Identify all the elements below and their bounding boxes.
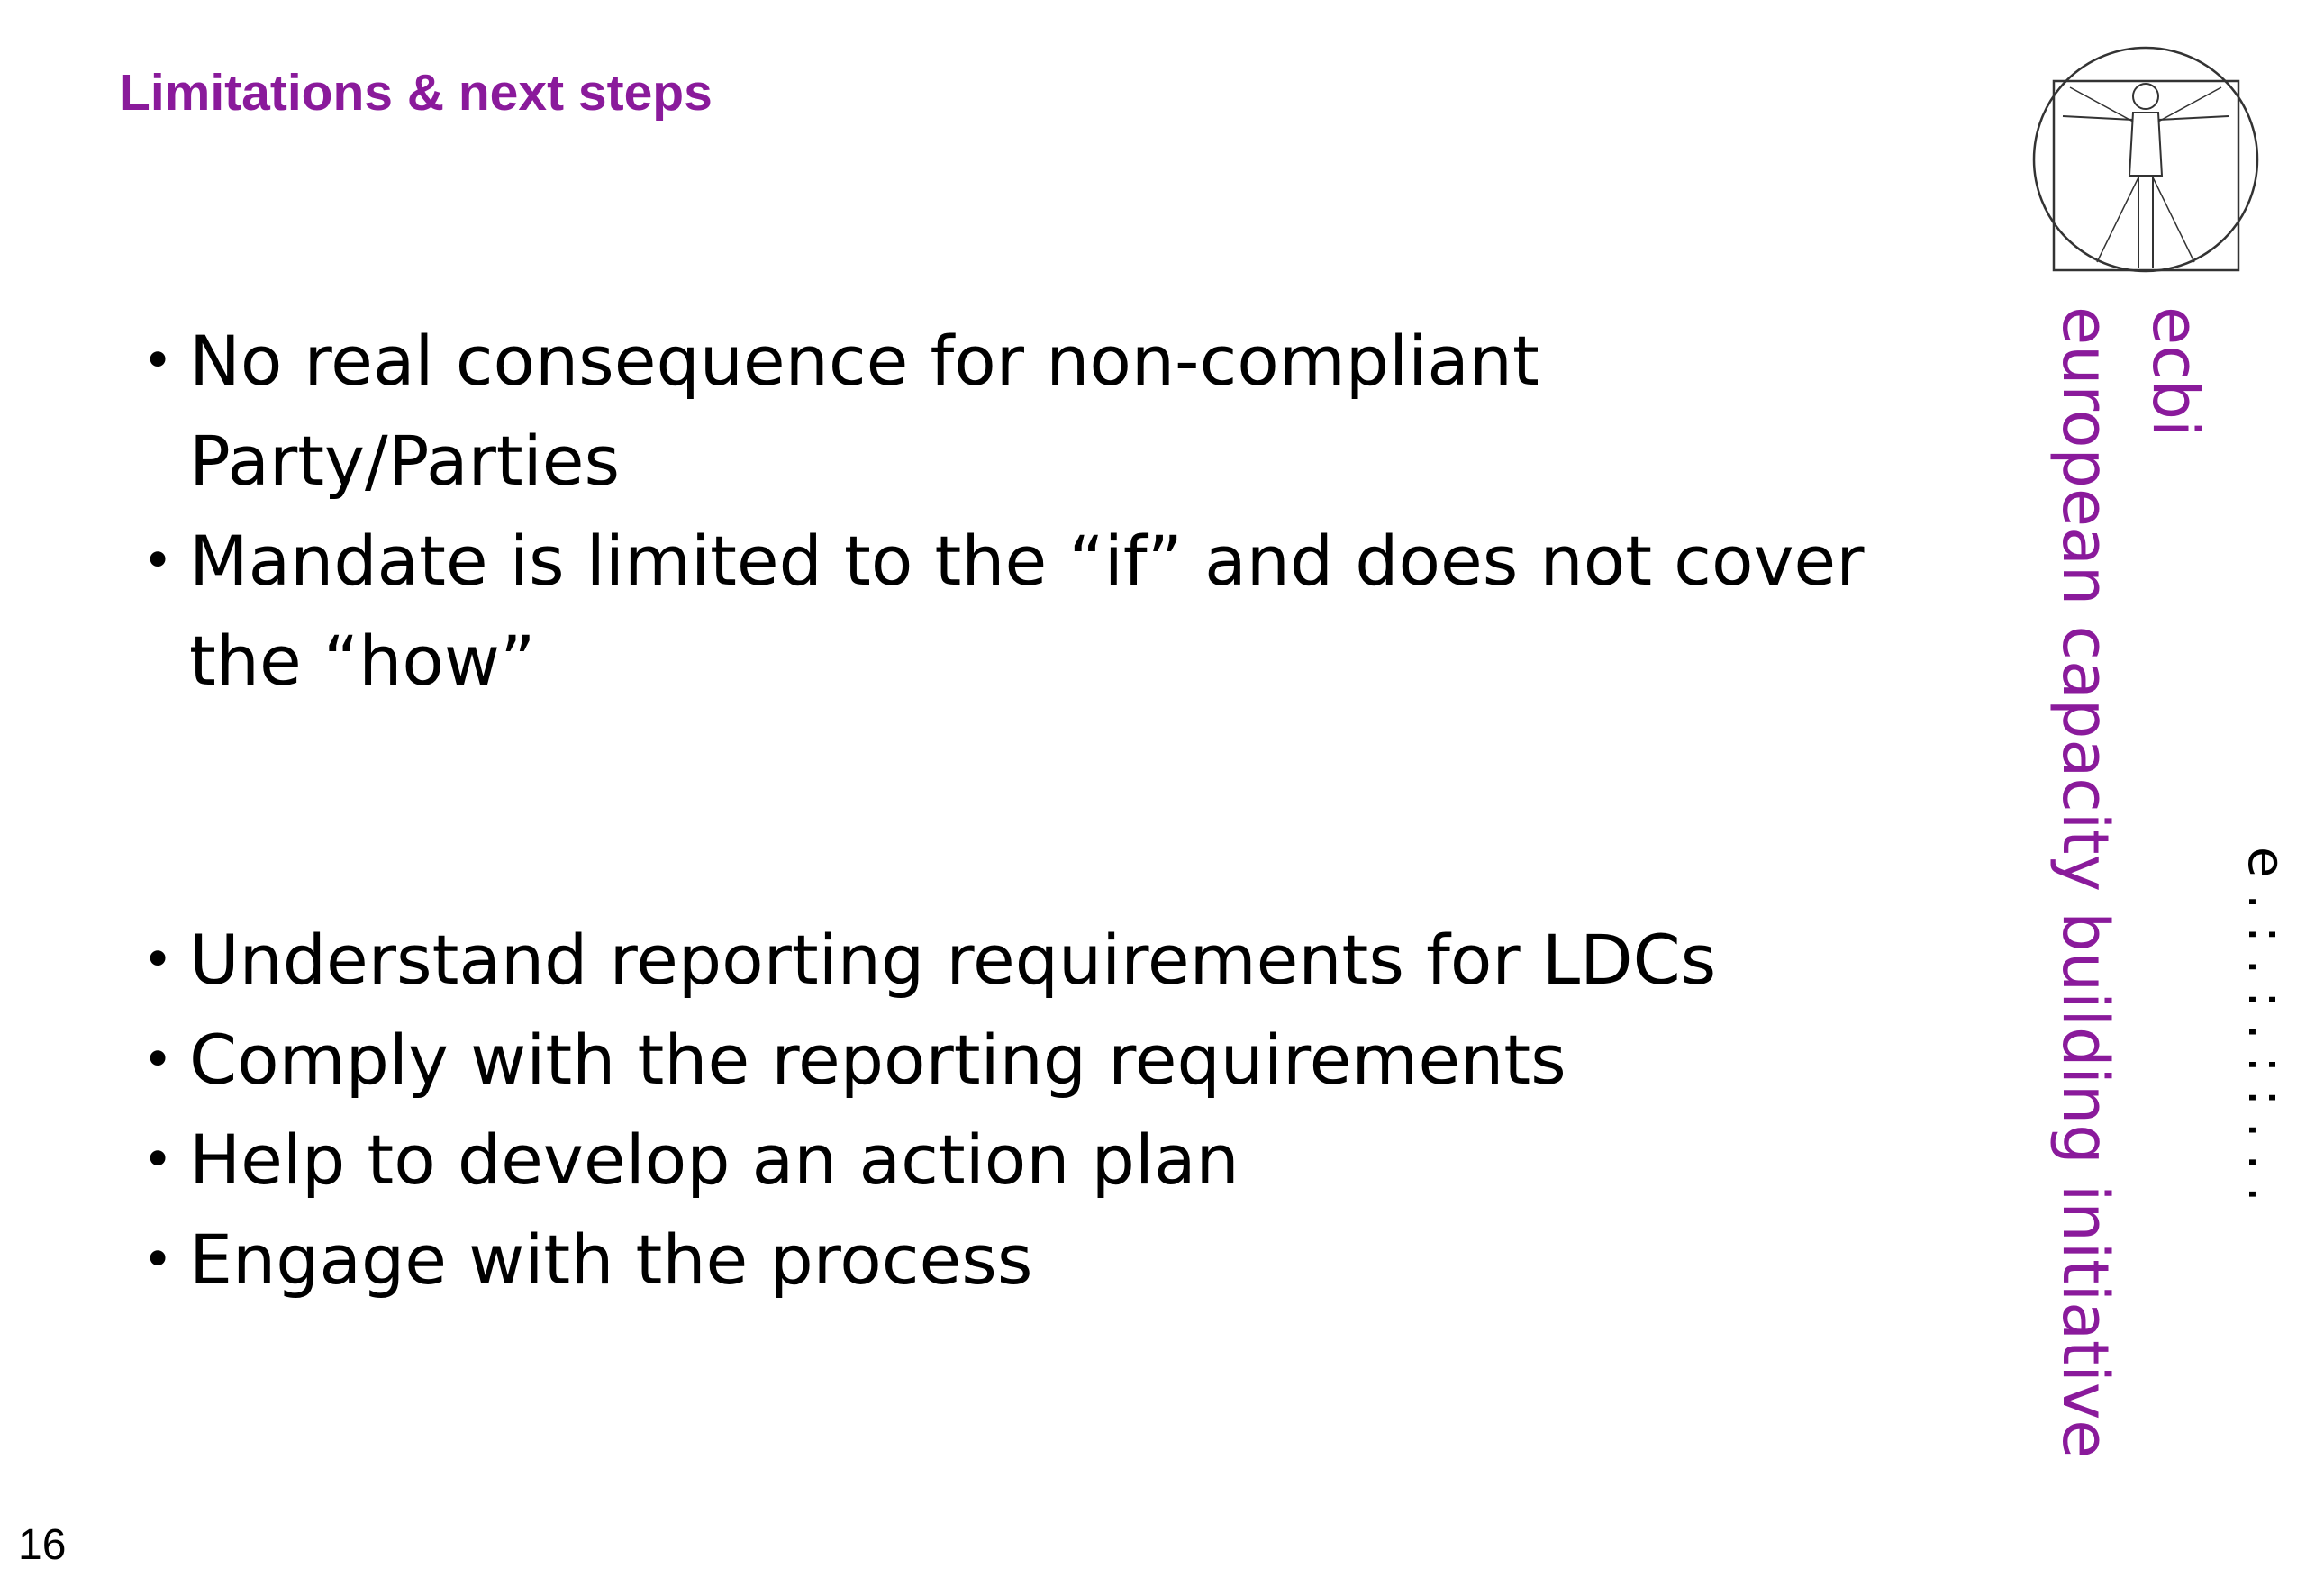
- list-item-text: Help to develop an action plan: [189, 1120, 1239, 1200]
- bullet-icon: •: [142, 1029, 174, 1090]
- slide-title: Limitations & next steps: [119, 64, 713, 122]
- page-number: 16: [18, 1521, 67, 1569]
- brand-full-name: european capacity building initiative: [2048, 306, 2122, 1459]
- next-steps-list: [135, 910, 1892, 1310]
- list-item: [135, 1110, 1892, 1210]
- list-item-text: Understand reporting requirements for LDCs: [189, 920, 1717, 1000]
- list-item: [135, 511, 1892, 711]
- list-item-text-continued: Party/Parties: [189, 421, 621, 501]
- list-item-text: Engage with the process: [189, 1220, 1033, 1300]
- bullet-icon: •: [142, 1129, 174, 1190]
- list-item: [135, 1010, 1892, 1110]
- vitruvian-man-icon: [2027, 41, 2265, 279]
- list-item-text: Mandate is limited to the “if” and does not cover: [189, 521, 1865, 601]
- list-item-text-continued: the “how”: [189, 621, 536, 701]
- list-item: [135, 910, 1892, 1010]
- bullet-icon: •: [142, 929, 174, 990]
- brand-vertical-text: [2040, 306, 2220, 1459]
- bullet-icon: •: [142, 1229, 174, 1290]
- brand-short-name: ecbi: [2138, 306, 2212, 438]
- list-item-text: Comply with the reporting requirements: [189, 1020, 1566, 1100]
- bullet-icon: •: [142, 330, 174, 391]
- decorative-dotted-text: e . : . : . : : . . .: [2237, 847, 2295, 1202]
- limitations-list: [135, 311, 1892, 711]
- list-item-text: No real consequence for non-compliant: [189, 321, 1539, 401]
- list-item: [135, 1210, 1892, 1310]
- list-item: [135, 311, 1892, 511]
- bullet-icon: •: [142, 530, 174, 591]
